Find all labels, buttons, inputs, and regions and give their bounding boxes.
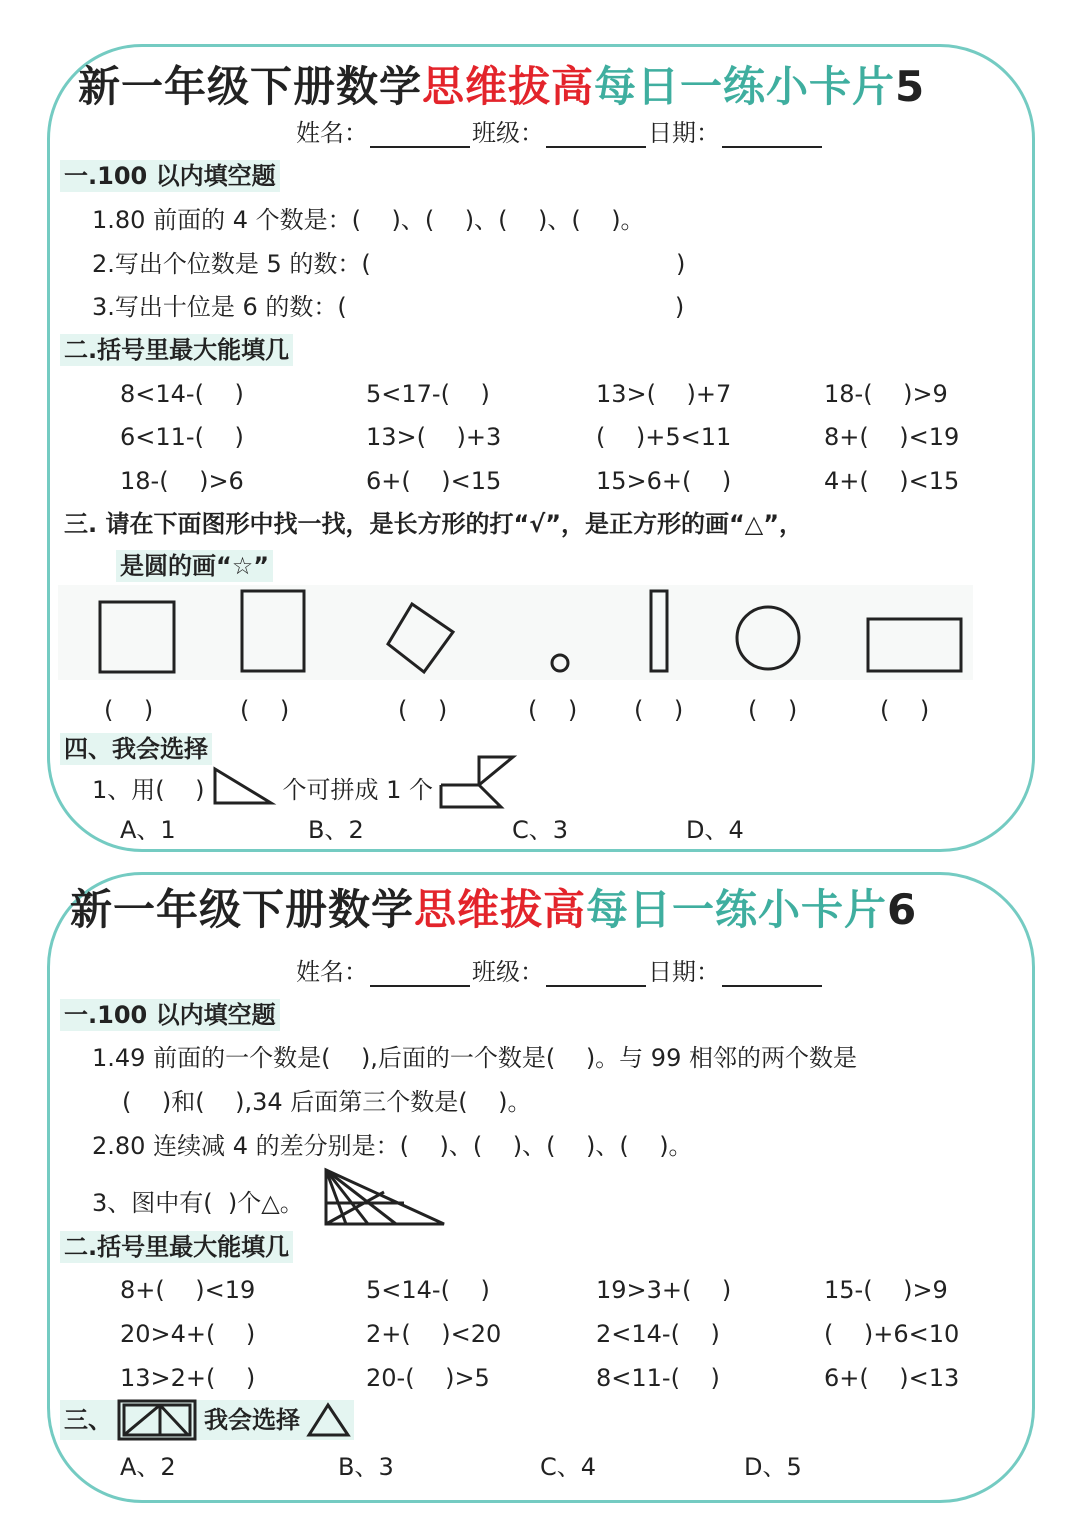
c6-expr: 15-( )>9 bbox=[824, 1276, 948, 1304]
title-red: 思维拔高 bbox=[422, 62, 595, 111]
c5-s4-q1 bbox=[92, 775, 519, 805]
c5-s4-header: 四、我会选择 bbox=[60, 733, 212, 765]
square-shape bbox=[100, 602, 174, 672]
c5-expr: 8+( )<19 bbox=[824, 423, 960, 451]
date-label: 日期： bbox=[648, 958, 720, 986]
tall-rectangle-shape bbox=[242, 591, 304, 671]
c5-expr: ( )+5<11 bbox=[596, 423, 732, 451]
c5-expr: 5<17-( ) bbox=[366, 380, 490, 408]
option-a[interactable]: A、2 bbox=[120, 1453, 176, 1481]
c6-expr: 8<11-( ) bbox=[596, 1364, 720, 1392]
class-label: 班级： bbox=[472, 958, 544, 986]
c6-expr: 20-( )>5 bbox=[366, 1364, 490, 1392]
c5-s2-header: 二.括号里最大能填几 bbox=[60, 334, 293, 366]
title-red: 思维拔高 bbox=[414, 885, 587, 934]
c6-s1-header: 一.100 以内填空题 bbox=[60, 999, 280, 1031]
option-d[interactable]: D、4 bbox=[686, 816, 744, 844]
c6-s3-header-a: 三、 bbox=[64, 1406, 112, 1434]
option-d[interactable]: D、5 bbox=[744, 1453, 802, 1481]
c5-s3-header: 三. 请在下面图形中找一找，是长方形的打“√”，是正方形的画“△”， bbox=[64, 510, 804, 538]
right-triangle-icon bbox=[213, 775, 275, 805]
c6-q2: 2.80 连续减 4 的差分别是：( )、( )、( )、( )。 bbox=[92, 1132, 693, 1160]
c5-expr: 4+( )<15 bbox=[824, 467, 960, 495]
option-b[interactable]: B、3 bbox=[338, 1453, 394, 1481]
shapes-figure bbox=[0, 0, 1080, 700]
shape-answer[interactable]: ( ) bbox=[634, 696, 684, 724]
c5-expr: 13>( )+7 bbox=[596, 380, 732, 408]
shape-answer[interactable]: ( ) bbox=[240, 696, 290, 724]
c6-s3-header bbox=[60, 1400, 354, 1440]
shape-answer[interactable]: ( ) bbox=[398, 696, 448, 724]
date-label: 日期： bbox=[648, 119, 720, 147]
wide-rectangle-shape bbox=[868, 619, 961, 671]
c6-expr: ( )+6<10 bbox=[824, 1320, 960, 1348]
card6-title bbox=[70, 885, 917, 935]
c6-q1b: ( )和( ),34 后面第三个数是( )。 bbox=[122, 1088, 532, 1116]
c6-q3-row bbox=[92, 1188, 448, 1218]
name-label: 姓名： bbox=[296, 958, 368, 986]
c6-expr: 8+( )<19 bbox=[120, 1276, 256, 1304]
date-blank[interactable] bbox=[722, 961, 822, 987]
c5-q2: 2.写出个位数是 5 的数：( ) bbox=[92, 250, 686, 278]
c6-s2-header: 二.括号里最大能填几 bbox=[60, 1231, 293, 1263]
composite-shape-icon bbox=[439, 775, 519, 805]
small-circle-shape bbox=[552, 655, 568, 671]
rectangle-with-triangles-figure bbox=[118, 1400, 198, 1440]
rotated-square-shape bbox=[388, 604, 453, 672]
name-label: 姓名： bbox=[296, 119, 368, 147]
title-teal: 每日一练小卡片 bbox=[594, 62, 896, 111]
title-black: 新一年级下册数学 bbox=[78, 62, 423, 111]
c6-expr: 13>2+( ) bbox=[120, 1364, 256, 1392]
c5-expr: 13>( )+3 bbox=[366, 423, 502, 451]
c5-s3-header2: 是圆的画“☆” bbox=[116, 550, 273, 582]
name-blank[interactable] bbox=[370, 961, 470, 987]
title-teal: 每日一练小卡片 bbox=[586, 885, 888, 934]
c6-expr: 19>3+( ) bbox=[596, 1276, 732, 1304]
c6-q1a: 1.49 前面的一个数是( ),后面的一个数是( )。与 99 相邻的两个数是 bbox=[92, 1044, 857, 1072]
c5-expr: 6+( )<15 bbox=[366, 467, 502, 495]
title-num: 5 bbox=[895, 62, 926, 111]
card6-info bbox=[296, 957, 824, 987]
title-black: 新一年级下册数学 bbox=[70, 885, 415, 934]
title-num: 6 bbox=[887, 885, 918, 934]
c5-expr: 15>6+( ) bbox=[596, 467, 732, 495]
shape-answer[interactable]: ( ) bbox=[748, 696, 798, 724]
c5-expr: 18-( )>9 bbox=[824, 380, 948, 408]
c6-s3-header-b: 我会选择 bbox=[204, 1406, 300, 1434]
triangle-icon bbox=[308, 1400, 350, 1440]
c6-q3: 3、图中有( )个△。 bbox=[92, 1189, 304, 1217]
class-blank[interactable] bbox=[546, 961, 646, 987]
c5-s4-q1a: 1、用( ) bbox=[92, 776, 205, 804]
option-a[interactable]: A、1 bbox=[120, 816, 176, 844]
c5-expr: 8<14-( ) bbox=[120, 380, 244, 408]
c6-expr: 2+( )<20 bbox=[366, 1320, 502, 1348]
c5-expr: 6<11-( ) bbox=[120, 423, 244, 451]
shape-answer[interactable]: ( ) bbox=[880, 696, 930, 724]
c5-q3: 3.写出十位是 6 的数：( ) bbox=[92, 293, 685, 321]
option-c[interactable]: C、3 bbox=[512, 816, 569, 844]
c5-q1: 1.80 前面的 4 个数是：( )、( )、( )、( )。 bbox=[92, 206, 645, 234]
c6-expr: 20>4+( ) bbox=[120, 1320, 256, 1348]
c5-expr: 18-( )>6 bbox=[120, 467, 244, 495]
c5-s4-q1b: 个可拼成 1 个 bbox=[282, 776, 434, 804]
option-b[interactable]: B、2 bbox=[308, 816, 364, 844]
circle-shape bbox=[737, 607, 799, 669]
c6-expr: 5<14-( ) bbox=[366, 1276, 490, 1304]
class-label: 班级： bbox=[472, 119, 544, 147]
shape-answer[interactable]: ( ) bbox=[104, 696, 154, 724]
triangle-count-figure bbox=[324, 1188, 448, 1218]
thin-rectangle-shape bbox=[651, 591, 667, 671]
shape-answer[interactable]: ( ) bbox=[528, 696, 578, 724]
option-c[interactable]: C、4 bbox=[540, 1453, 597, 1481]
c6-expr: 6+( )<13 bbox=[824, 1364, 960, 1392]
c6-expr: 2<14-( ) bbox=[596, 1320, 720, 1348]
c5-s1-header: 一.100 以内填空题 bbox=[60, 160, 280, 192]
